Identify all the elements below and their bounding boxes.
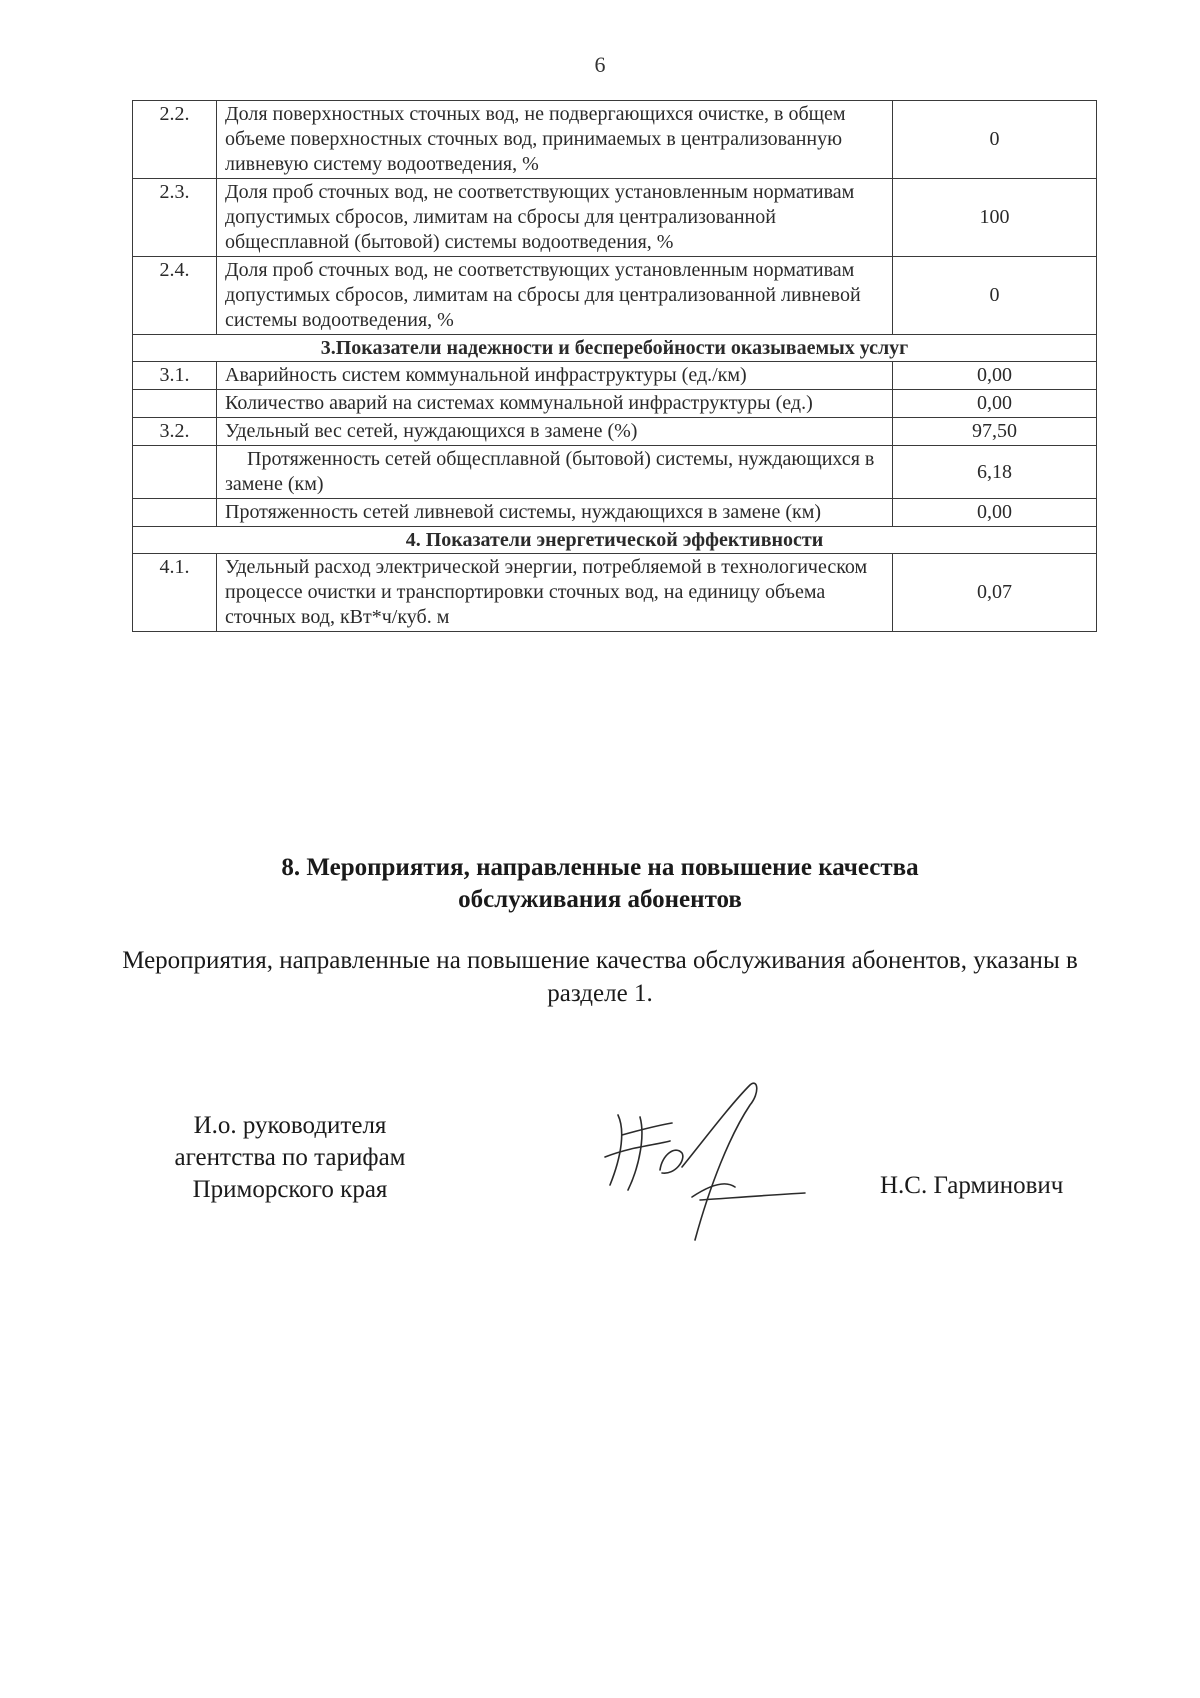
table-row [133, 101, 1097, 179]
indicator-name: Количество аварий на системах коммунальной инфраструктуры (ед.) [217, 390, 893, 418]
signer-position-line3: Приморского края [192, 1176, 388, 1203]
row-number [133, 499, 217, 527]
signer-position [130, 1110, 450, 1206]
signer-position-line2: агентства по тарифам [174, 1144, 406, 1171]
section-title: 4. Показатели энергетической эффективности [133, 527, 1097, 554]
row-number: 3.2. [133, 418, 217, 446]
indicator-value: 0,00 [893, 362, 1097, 390]
section-8-heading [0, 852, 1200, 916]
indicator-value: 0 [893, 101, 1097, 179]
signer-position-line1: И.о. руководителя [193, 1112, 387, 1139]
indicator-name: Протяженность сетей общесплавной (бытовой) системы, нуждающихся в замене (км) [217, 446, 893, 499]
table-row [133, 446, 1097, 499]
row-number: 2.4. [133, 257, 217, 335]
indicator-value: 97,50 [893, 418, 1097, 446]
row-number: 2.2. [133, 101, 217, 179]
row-number [133, 390, 217, 418]
row-number: 2.3. [133, 179, 217, 257]
indicator-name: Аварийность систем коммунальной инфраструктуры (ед./км) [217, 362, 893, 390]
indicator-value: 6,18 [893, 446, 1097, 499]
row-number [133, 446, 217, 499]
indicator-name: Удельный расход электрической энергии, потребляемой в технологическом процессе очистки и транспортировки сточных вод, на единицу объема сточных вод, кВт*ч/куб. м [217, 554, 893, 632]
handwritten-signature [600, 1075, 820, 1255]
indicator-name: Доля проб сточных вод, не соответствующих установленным нормативам допустимых сбросов, лимитам на сбросы для централизованной ливневой системы водоотведения, % [217, 257, 893, 335]
table-row [133, 362, 1097, 390]
section-title: 3.Показатели надежности и бесперебойности оказываемых услуг [133, 335, 1097, 362]
page-number: 6 [594, 52, 606, 77]
indicator-value: 100 [893, 179, 1097, 257]
table-row [133, 390, 1097, 418]
row-number: 3.1. [133, 362, 217, 390]
indicator-name: Доля проб сточных вод, не соответствующих установленным нормативам допустимых сбросов, лимитам на сбросы для централизованной общесплавной (бытовой) системы водоотведения, % [217, 179, 893, 257]
section-8-heading-line1: 8. Мероприятия, направленные на повышение качества [281, 854, 919, 881]
table-row [133, 257, 1097, 335]
indicators-table [132, 100, 1097, 632]
indicator-name: Доля поверхностных сточных вод, не подвергающихся очистке, в общем объеме поверхностных сточных вод, принимаемых в централизованную ливневую систему водоотведения, % [217, 101, 893, 179]
indicator-value: 0,00 [893, 499, 1097, 527]
table-row [133, 554, 1097, 632]
table-row [133, 179, 1097, 257]
indicator-value: 0 [893, 257, 1097, 335]
row-number: 4.1. [133, 554, 217, 632]
table-section-row [133, 527, 1097, 554]
section-8-heading-line2: обслуживания абонентов [458, 886, 742, 913]
indicator-name: Протяженность сетей ливневой системы, нуждающихся в замене (км) [217, 499, 893, 527]
table-row [133, 418, 1097, 446]
indicator-name: Удельный вес сетей, нуждающихся в замене (%) [217, 418, 893, 446]
table-row [133, 499, 1097, 527]
signer-name: Н.С. Гарминович [880, 1172, 1064, 1199]
table-section-row [133, 335, 1097, 362]
indicator-value: 0,00 [893, 390, 1097, 418]
section-8-text: Мероприятия, направленные на повышение качества обслуживания абонентов, указаны в разделе 1. [122, 947, 1078, 1007]
indicator-value: 0,07 [893, 554, 1097, 632]
